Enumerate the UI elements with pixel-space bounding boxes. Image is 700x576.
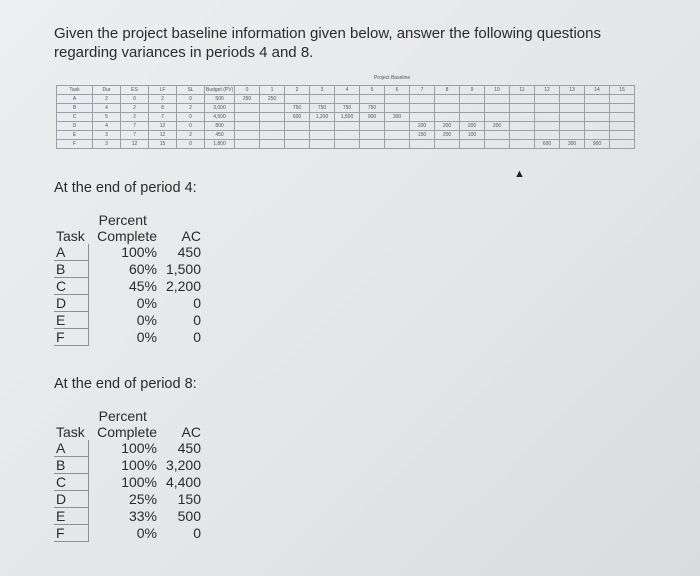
baseline-cell: 800 xyxy=(205,122,235,131)
period8-header-complete: Complete xyxy=(97,424,157,440)
baseline-header-cell: 5 xyxy=(360,86,385,95)
baseline-cell xyxy=(385,95,410,104)
baseline-cell xyxy=(385,140,410,149)
baseline-cell xyxy=(285,95,310,104)
baseline-cell: 3 xyxy=(93,140,121,149)
baseline-cell: 12 xyxy=(121,140,149,149)
baseline-cell xyxy=(585,113,610,122)
baseline-cell xyxy=(535,113,560,122)
period8-cell-pc: 100% xyxy=(121,457,157,473)
period8-row xyxy=(54,491,201,508)
question-text: Given the project baseline information given below, answer the following questions regarding variances in periods 4 and 8. xyxy=(54,25,601,61)
period4-header-top xyxy=(54,212,201,228)
baseline-cell xyxy=(260,122,285,131)
period8-cell-task: C xyxy=(54,474,89,491)
baseline-cell: 3 xyxy=(93,131,121,140)
baseline-header-cell: 8 xyxy=(435,86,460,95)
baseline-cell: 900 xyxy=(585,140,610,149)
baseline-row xyxy=(57,113,635,122)
baseline-cell xyxy=(485,140,510,149)
period4-cell-pc: 45% xyxy=(128,278,157,294)
period4-table xyxy=(54,212,202,346)
baseline-cell xyxy=(235,140,260,149)
baseline-cell xyxy=(435,95,460,104)
baseline-cell: 100 xyxy=(460,131,485,140)
baseline-cell xyxy=(410,104,435,113)
baseline-cell: 7 xyxy=(121,131,149,140)
baseline-cell xyxy=(385,122,410,131)
period8-row xyxy=(54,440,201,457)
baseline-cell xyxy=(335,95,360,104)
baseline-row xyxy=(57,104,635,113)
baseline-cell: 450 xyxy=(205,131,235,140)
baseline-header-cell: 15 xyxy=(610,86,635,95)
baseline-header-cell: 13 xyxy=(560,86,585,95)
baseline-row xyxy=(57,131,635,140)
baseline-cell: 300 xyxy=(560,140,585,149)
period4-cell-task: C xyxy=(54,278,89,295)
period8-row xyxy=(54,525,201,542)
period8-cell-task: A xyxy=(54,440,89,457)
baseline-cell xyxy=(260,113,285,122)
period4-row xyxy=(54,329,201,346)
baseline-cell xyxy=(460,140,485,149)
baseline-cell xyxy=(560,122,585,131)
baseline-row xyxy=(57,122,635,131)
baseline-cell xyxy=(560,95,585,104)
baseline-cell: 200 xyxy=(435,122,460,131)
baseline-cell xyxy=(610,104,635,113)
baseline-header-cell: ES xyxy=(121,86,149,95)
baseline-cell: 0 xyxy=(121,95,149,104)
period8-cell-pc: 0% xyxy=(136,525,157,541)
period4-cell-pc: 100% xyxy=(121,244,157,261)
baseline-cell xyxy=(610,131,635,140)
baseline-cell: 1,200 xyxy=(310,113,335,122)
baseline-cell: 750 xyxy=(335,104,360,113)
baseline-cell: 12 xyxy=(149,122,177,131)
baseline-cell: 2 xyxy=(177,131,205,140)
baseline-cell xyxy=(535,95,560,104)
baseline-cell: 5 xyxy=(93,113,121,122)
baseline-cell xyxy=(335,131,360,140)
baseline-cell: 600 xyxy=(285,113,310,122)
baseline-cell: E xyxy=(57,131,93,140)
period4-cell-ac: 0 xyxy=(193,329,201,345)
period4-cell-task: E xyxy=(54,312,89,329)
baseline-cell xyxy=(610,95,635,104)
period8-cell-task: D xyxy=(54,491,89,508)
baseline-cell xyxy=(485,104,510,113)
period4-cell-task: A xyxy=(54,244,89,261)
baseline-cell xyxy=(435,113,460,122)
baseline-header-cell: 11 xyxy=(510,86,535,95)
baseline-cell: 750 xyxy=(285,104,310,113)
baseline-title: Project Baseline xyxy=(374,75,411,81)
period8-cell-pc: 100% xyxy=(121,474,157,490)
baseline-cell xyxy=(460,104,485,113)
baseline-cell: 7 xyxy=(149,113,177,122)
baseline-cell xyxy=(585,122,610,131)
period8-cell-ac: 0 xyxy=(193,525,201,541)
baseline-cell xyxy=(535,104,560,113)
baseline-cell: 250 xyxy=(235,95,260,104)
period4-cell-pc: 0% xyxy=(136,295,157,311)
period4-header-ac: AC xyxy=(181,228,201,244)
period4-header-percent: Percent xyxy=(98,212,147,228)
period4-cell-pc: 60% xyxy=(128,261,157,277)
baseline-header-cell: 12 xyxy=(535,86,560,95)
baseline-cell xyxy=(285,131,310,140)
baseline-header-cell: 0 xyxy=(235,86,260,95)
baseline-cell: 300 xyxy=(385,113,410,122)
baseline-cell: 0 xyxy=(177,122,205,131)
baseline-cell: 200 xyxy=(435,131,460,140)
period8-header-row xyxy=(54,424,201,440)
baseline-cell xyxy=(460,95,485,104)
baseline-cell xyxy=(360,122,385,131)
baseline-cell xyxy=(435,140,460,149)
baseline-cell xyxy=(585,104,610,113)
period8-cell-ac: 3,200 xyxy=(165,457,201,473)
baseline-cell: 1,800 xyxy=(205,140,235,149)
baseline-cell: 750 xyxy=(310,104,335,113)
baseline-cell xyxy=(410,113,435,122)
period8-cell-task: F xyxy=(54,525,89,542)
baseline-cell: 750 xyxy=(360,104,385,113)
period4-header-task: Task xyxy=(56,228,85,244)
baseline-cell xyxy=(235,113,260,122)
period4-cell-ac: 0 xyxy=(193,312,201,328)
baseline-cell: 1,500 xyxy=(335,113,360,122)
baseline-cell xyxy=(610,122,635,131)
baseline-header-cell: 3 xyxy=(310,86,335,95)
period8-cell-task: E xyxy=(54,508,89,525)
baseline-cell xyxy=(360,131,385,140)
baseline-cell: 0 xyxy=(177,113,205,122)
baseline-cell: 2 xyxy=(149,95,177,104)
baseline-cell: F xyxy=(57,140,93,149)
baseline-cell xyxy=(310,122,335,131)
baseline-cell: 2 xyxy=(93,95,121,104)
period8-row xyxy=(54,508,201,525)
period8-header-percent: Percent xyxy=(98,408,147,424)
baseline-cell: C xyxy=(57,113,93,122)
baseline-row xyxy=(57,95,635,104)
period8-cell-pc: 25% xyxy=(128,491,157,507)
baseline-header-cell: 2 xyxy=(285,86,310,95)
baseline-cell xyxy=(335,122,360,131)
baseline-cell: 7 xyxy=(121,122,149,131)
baseline-row xyxy=(57,140,635,149)
baseline-cell xyxy=(460,113,485,122)
period8-cell-pc: 33% xyxy=(128,508,157,524)
baseline-cell xyxy=(510,113,535,122)
baseline-cell: 8 xyxy=(149,104,177,113)
baseline-cell: 12 xyxy=(149,131,177,140)
baseline-header-cell: 6 xyxy=(385,86,410,95)
baseline-cell xyxy=(485,95,510,104)
baseline-cell: 2 xyxy=(177,104,205,113)
baseline-cell xyxy=(285,122,310,131)
baseline-cell: 200 xyxy=(460,122,485,131)
baseline-header-row xyxy=(57,86,635,95)
period4-cell-ac: 1,500 xyxy=(165,261,201,277)
baseline-cell xyxy=(310,131,335,140)
baseline-cell xyxy=(235,104,260,113)
baseline-cell: 15 xyxy=(149,140,177,149)
baseline-cell: 200 xyxy=(485,122,510,131)
baseline-cell xyxy=(310,95,335,104)
baseline-cell xyxy=(585,131,610,140)
baseline-header-cell: 4 xyxy=(335,86,360,95)
period4-cell-task: F xyxy=(54,329,89,346)
baseline-cell: 150 xyxy=(410,131,435,140)
baseline-cell: 250 xyxy=(260,95,285,104)
period4-row xyxy=(54,244,201,261)
baseline-cell xyxy=(560,131,585,140)
period4-header-complete: Complete xyxy=(97,228,157,244)
baseline-cell xyxy=(535,131,560,140)
baseline-table xyxy=(56,85,635,149)
baseline-cell: 0 xyxy=(177,140,205,149)
period8-cell-pc: 100% xyxy=(121,440,157,457)
period4-row xyxy=(54,295,201,312)
baseline-cell xyxy=(585,95,610,104)
baseline-cell xyxy=(510,131,535,140)
baseline-cell xyxy=(410,95,435,104)
baseline-cell xyxy=(385,104,410,113)
baseline-cell xyxy=(235,122,260,131)
baseline-cell: D xyxy=(57,122,93,131)
mouse-cursor-icon: ▲ xyxy=(514,168,525,180)
baseline-cell: 600 xyxy=(535,140,560,149)
period4-cell-task: B xyxy=(54,261,89,278)
baseline-header-cell: 10 xyxy=(485,86,510,95)
baseline-header-cell: LF xyxy=(149,86,177,95)
baseline-cell xyxy=(260,131,285,140)
baseline-header-cell: 14 xyxy=(585,86,610,95)
baseline-cell xyxy=(510,122,535,131)
period4-row xyxy=(54,261,201,278)
baseline-cell xyxy=(560,104,585,113)
baseline-cell: 4 xyxy=(93,122,121,131)
baseline-cell xyxy=(510,104,535,113)
period4-row xyxy=(54,278,201,295)
baseline-cell xyxy=(310,140,335,149)
baseline-cell xyxy=(485,113,510,122)
baseline-cell xyxy=(510,140,535,149)
period8-cell-ac: 4,400 xyxy=(165,474,201,490)
period8-row xyxy=(54,457,201,474)
period4-cell-ac: 2,200 xyxy=(165,278,201,294)
baseline-cell xyxy=(360,140,385,149)
period8-cell-ac: 450 xyxy=(177,440,201,457)
baseline-cell xyxy=(360,95,385,104)
period8-heading: At the end of period 8: xyxy=(54,376,197,392)
period8-cell-task: B xyxy=(54,457,89,474)
period8-header-task: Task xyxy=(56,424,85,440)
period8-cell-ac: 500 xyxy=(177,508,201,524)
baseline-header-cell: 7 xyxy=(410,86,435,95)
baseline-cell xyxy=(235,131,260,140)
period8-row xyxy=(54,474,201,491)
period4-cell-task: D xyxy=(54,295,89,312)
baseline-header-cell: 9 xyxy=(460,86,485,95)
baseline-cell xyxy=(610,140,635,149)
period4-header-row xyxy=(54,228,201,244)
baseline-cell: B xyxy=(57,104,93,113)
baseline-cell xyxy=(435,104,460,113)
period8-table xyxy=(54,408,202,542)
period4-heading: At the end of period 4: xyxy=(54,180,197,196)
baseline-header-cell: Budget (PV) xyxy=(206,87,234,93)
baseline-cell: 4,500 xyxy=(205,113,235,122)
baseline-cell: 3,000 xyxy=(205,104,235,113)
period4-row xyxy=(54,312,201,329)
period8-cell-ac: 150 xyxy=(177,491,201,507)
baseline-cell xyxy=(560,113,585,122)
period8-header-ac: AC xyxy=(181,424,201,440)
baseline-cell xyxy=(410,140,435,149)
period4-cell-pc: 0% xyxy=(136,312,157,328)
project-baseline xyxy=(56,76,636,188)
baseline-cell xyxy=(335,140,360,149)
baseline-header-cell: SL xyxy=(177,86,205,95)
baseline-header-cell: Task xyxy=(57,86,93,95)
baseline-cell xyxy=(485,131,510,140)
baseline-header-cell: Dur xyxy=(93,86,121,95)
baseline-cell: 0 xyxy=(177,95,205,104)
baseline-cell xyxy=(535,122,560,131)
baseline-cell xyxy=(285,140,310,149)
baseline-cell xyxy=(260,140,285,149)
period8-header-top xyxy=(54,408,201,424)
period4-cell-ac: 450 xyxy=(177,244,201,261)
baseline-cell: 2 xyxy=(121,104,149,113)
baseline-cell xyxy=(510,95,535,104)
baseline-header-cell: 1 xyxy=(260,86,285,95)
period4-cell-ac: 0 xyxy=(193,295,201,311)
baseline-cell: 4 xyxy=(93,104,121,113)
baseline-cell xyxy=(610,113,635,122)
baseline-cell xyxy=(260,104,285,113)
baseline-cell: 200 xyxy=(410,122,435,131)
baseline-cell: 500 xyxy=(205,95,235,104)
baseline-cell: 2 xyxy=(121,113,149,122)
period4-cell-pc: 0% xyxy=(136,329,157,345)
baseline-cell xyxy=(385,131,410,140)
baseline-cell: A xyxy=(57,95,93,104)
baseline-cell: 900 xyxy=(360,113,385,122)
